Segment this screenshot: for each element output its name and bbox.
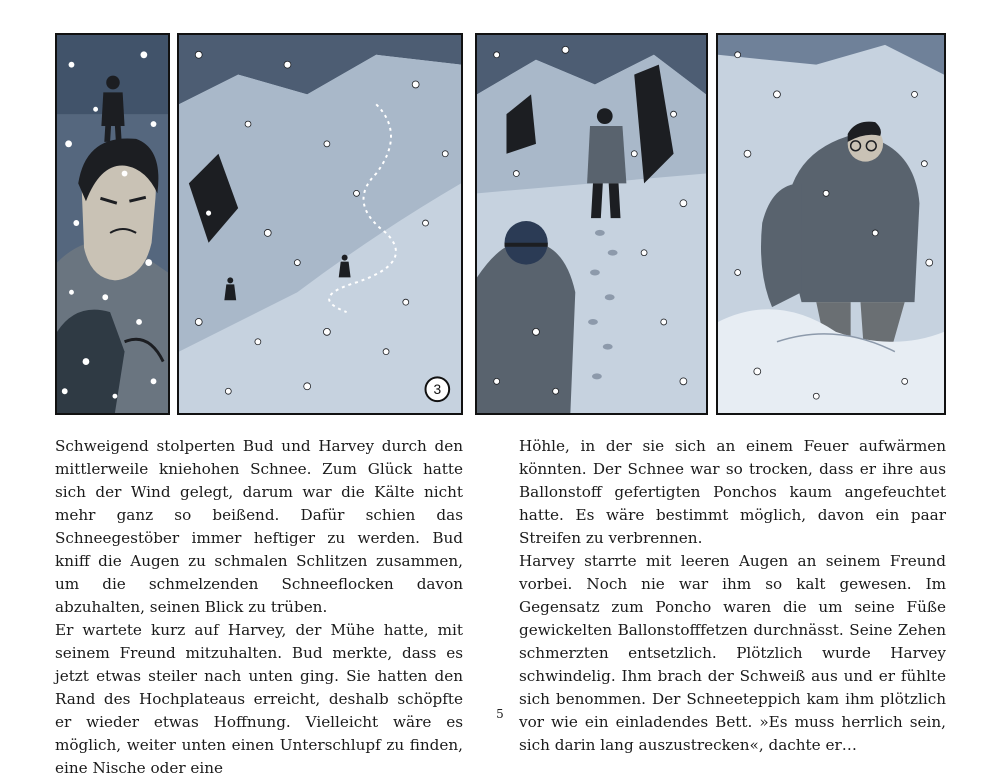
paragraph: Schweigend stolperten Bud und Harvey durch den mittlerweile kniehohen Schnee. Zum Glück hatte sich der Wind gelegt, darum war die Kälte nicht mehr ganz so beißend. Dafür schien das Schneegestöber immer heftiger zu werden. Bud kniff die Augen zu schmalen Schlitzen zusammen, um die schmelzenden Schneeflocken davon abzuhalten, seinen Blick zu trüben.: [55, 437, 463, 616]
comic-panel-3: [475, 33, 708, 415]
comic-panel-1: [55, 33, 170, 415]
comic-panel-4: [716, 33, 946, 415]
panel-3-illustration: [477, 35, 706, 413]
comic-panel-2: [177, 33, 463, 415]
text-column-left: [55, 435, 463, 780]
panel-number-text: 3: [433, 381, 442, 398]
paragraph: Harvey starrte mit leeren Augen an seinem Freund vorbei. Noch nie war ihm so kalt gewesen. Im Gegensatz zum Poncho waren die um seine Füße gewickelten Ballonstofffetzen durchnässt. Seine Zehen schmerzten entsetzlich. Plötzlich wurde Harvey schwindelig. Ihm brach der Schweiß aus und er fühlte sich benommen. Der Schneeteppich kam ihm plötzlich vor wie ein einladendes Bett. »Es muss herrlich sein, sich darin lang auszustrecken«, dachte er…: [519, 552, 946, 754]
panel-1-illustration: [57, 35, 168, 413]
paragraph: Er wartete kurz auf Harvey, der Mühe hatte, mit seinem Freund mitzuhalten. Bud merkte, dass es jetzt etwas steiler nach unten ging. Sie hatten den Rand des Hochplateaus erreicht, deshalb schöpfte er wieder etwas Hoffnung. Vielleicht wäre es möglich, weiter unten einen Unterschlupf zu finden, eine Nische oder eine: [55, 621, 463, 777]
panel-4-illustration: [718, 35, 944, 413]
paragraph: Höhle, in der sie sich an einem Feuer aufwärmen könnten. Der Schnee war so trocken, dass er ihre aus Ballonstoff gefertigten Ponchos kaum angefeuchtet hatte. Es wäre bestimmt möglich, davon ein paar Streifen zu verbrennen.: [519, 437, 946, 547]
page-number: 5: [496, 707, 504, 721]
panel-2-illustration: [179, 35, 461, 413]
